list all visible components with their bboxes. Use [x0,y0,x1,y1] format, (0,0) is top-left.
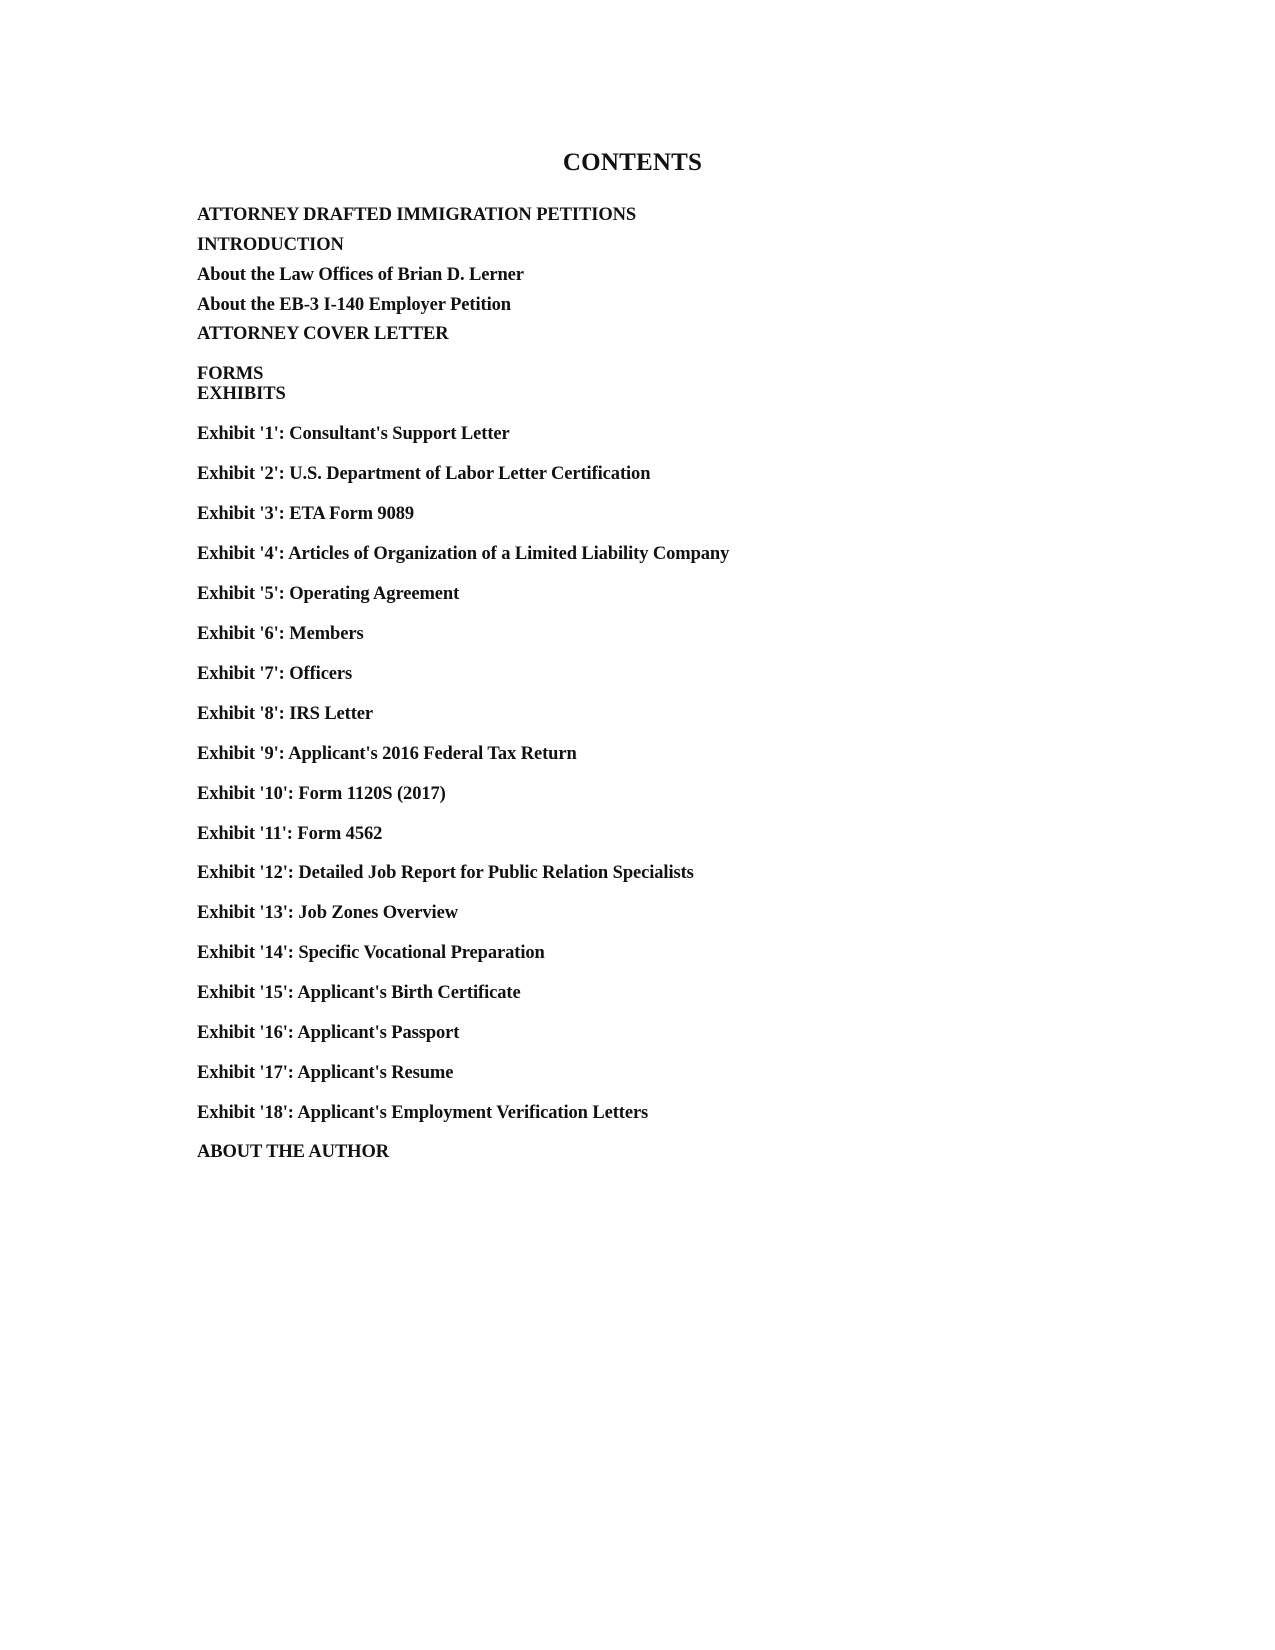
toc-entry[interactable]: Exhibit '14': Specific Vocational Preparation [197,943,545,963]
toc-entry[interactable]: Exhibit '12': Detailed Job Report for Public Relation Specialists [197,863,694,883]
toc-entry[interactable]: Exhibit '10': Form 1120S (2017) [197,784,446,804]
toc-entry[interactable]: Exhibit '9': Applicant's 2016 Federal Tax Return [197,744,577,764]
toc-entry[interactable]: Exhibit '6': Members [197,624,364,644]
toc-entry[interactable]: Exhibit '16': Applicant's Passport [197,1023,460,1043]
toc-entry[interactable]: Exhibit '18': Applicant's Employment Verification Letters [197,1103,649,1123]
toc-entry[interactable]: About the EB-3 I-140 Employer Petition [197,295,511,315]
page-title-text: CONTENTS [562,149,703,176]
toc-section-heading[interactable]: ATTORNEY COVER LETTER [197,324,449,344]
toc-section-heading[interactable]: FORMS [197,364,264,384]
page-title [0,149,1275,177]
toc-entry[interactable]: Exhibit '11': Form 4562 [197,824,383,844]
toc-entry[interactable]: Exhibit '5': Operating Agreement [197,584,460,604]
toc-section-heading[interactable]: EXHIBITS [197,384,286,404]
toc-section-heading[interactable]: ATTORNEY DRAFTED IMMIGRATION PETITIONS [197,205,637,225]
toc-entry[interactable]: Exhibit '7': Officers [197,664,353,684]
toc-entry[interactable]: Exhibit '15': Applicant's Birth Certificate [197,983,521,1003]
toc-entry[interactable]: Exhibit '2': U.S. Department of Labor Letter Certification [197,464,651,484]
toc-entry[interactable]: Exhibit '8': IRS Letter [197,704,374,724]
toc-entry[interactable]: Exhibit '1': Consultant's Support Letter [197,424,510,444]
toc-entry[interactable]: Exhibit '3': ETA Form 9089 [197,504,415,524]
toc-entry[interactable]: Exhibit '17': Applicant's Resume [197,1063,454,1083]
toc-entry[interactable]: Exhibit '4': Articles of Organization of a Limited Liability Company [197,544,730,564]
toc-entry[interactable]: About the Law Offices of Brian D. Lerner [197,265,524,285]
toc-section-heading[interactable]: ABOUT THE AUTHOR [197,1142,390,1162]
toc-section-heading[interactable]: INTRODUCTION [197,235,344,255]
toc-entry[interactable]: Exhibit '13': Job Zones Overview [197,903,458,923]
